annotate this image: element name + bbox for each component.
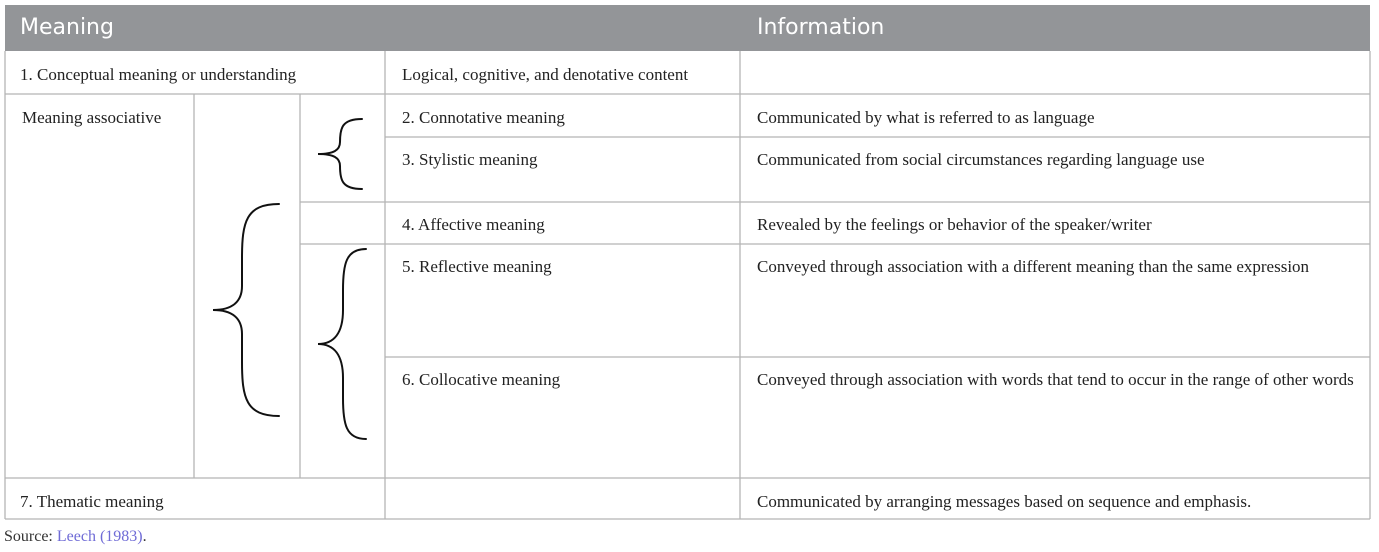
affective-info-cell: Revealed by the feelings or behavior of the speaker/writer <box>757 215 1152 234</box>
associative-label: Meaning associative <box>22 108 162 127</box>
conceptual-meaning-cell: 1. Conceptual meaning or understanding <box>20 65 297 84</box>
reflective-info-cell: Conveyed through association with a different meaning than the same expression <box>757 257 1310 276</box>
collocative-meaning-cell: 6. Collocative meaning <box>402 370 561 389</box>
thematic-info-cell: Communicated by arranging messages based on sequence and emphasis. <box>757 492 1252 511</box>
connotative-meaning-cell: 2. Connotative meaning <box>402 108 565 127</box>
source-note <box>4 528 147 546</box>
conceptual-type-cell: Logical, cognitive, and denotative content <box>402 65 689 84</box>
source-suffix: . <box>142 528 147 545</box>
source-link[interactable]: Leech (1983) <box>56 528 143 545</box>
header-meaning: Meaning <box>20 15 114 40</box>
connotative-info-cell: Communicated by what is referred to as language <box>757 108 1095 127</box>
large-brace-icon <box>213 204 279 416</box>
medium-brace-icon <box>318 249 366 439</box>
collocative-info-cell: Conveyed through association with words that tend to occur in the range of other words <box>757 370 1354 389</box>
source-prefix: Source: <box>4 528 57 545</box>
affective-meaning-cell: 4. Affective meaning <box>402 215 545 234</box>
reflective-meaning-cell: 5. Reflective meaning <box>402 257 552 276</box>
thematic-meaning-cell: 7. Thematic meaning <box>20 492 164 511</box>
stylistic-meaning-cell: 3. Stylistic meaning <box>402 150 538 169</box>
small-brace-icon <box>318 119 362 189</box>
header-information: Information <box>757 15 885 40</box>
header-band <box>5 5 1370 51</box>
stylistic-info-cell: Communicated from social circumstances regarding language use <box>757 150 1205 169</box>
